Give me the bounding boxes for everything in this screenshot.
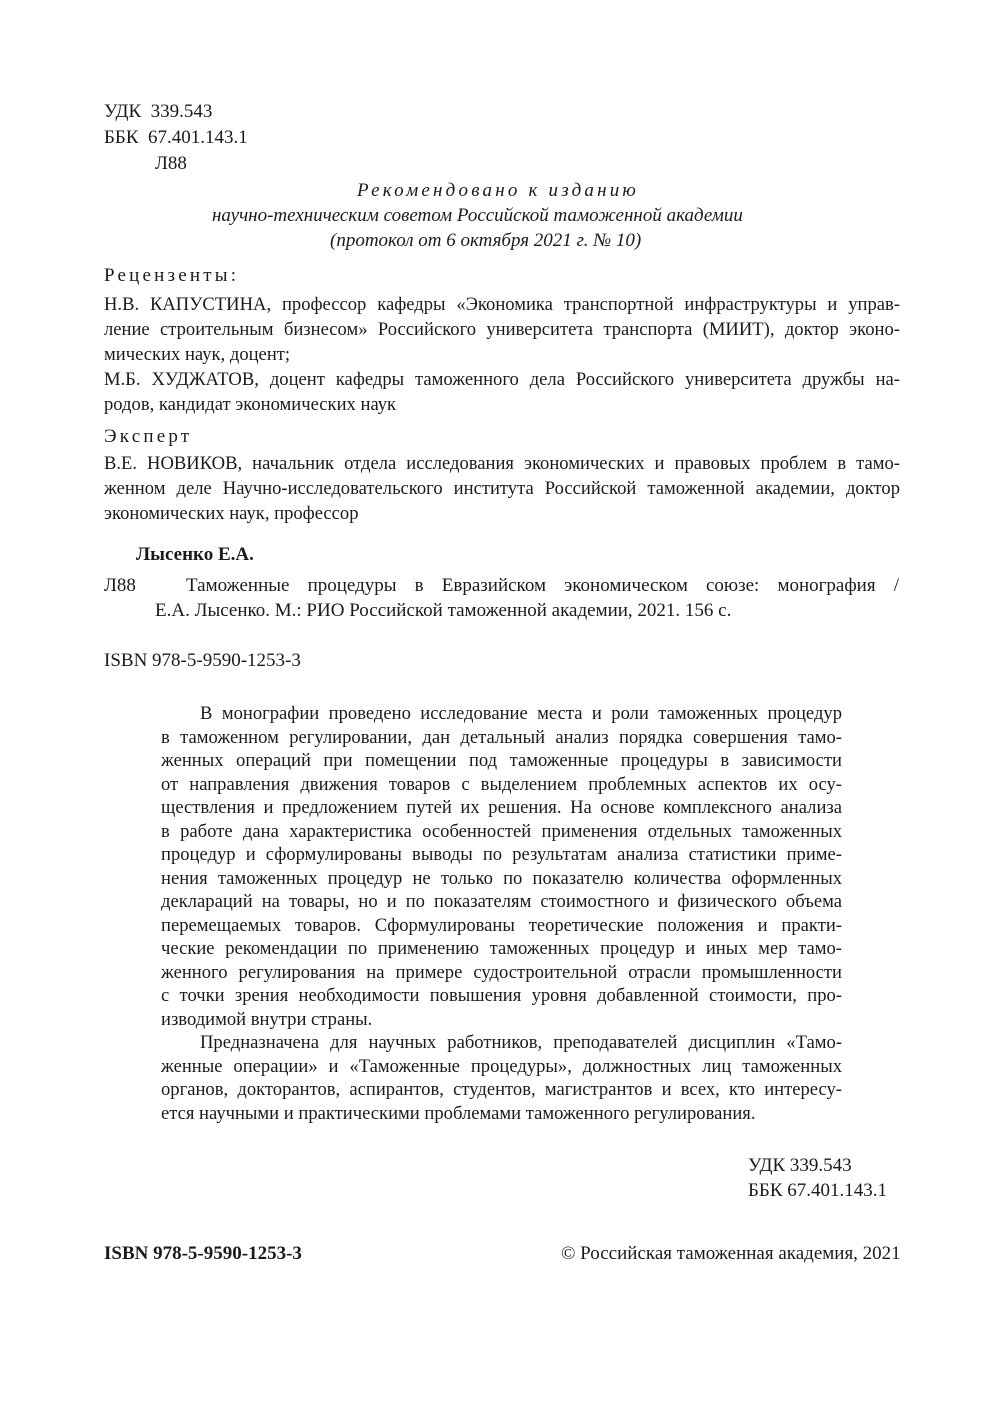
bibliography-author: Лысенко Е.А. bbox=[136, 544, 254, 565]
reviewer2-line: родов, кандидат экономических наук bbox=[104, 394, 397, 415]
expert-line: экономических наук, профессор bbox=[104, 503, 359, 524]
udk-label: УДК bbox=[104, 101, 142, 122]
bibliography-isbn: ISBN 978-5-9590-1253-3 bbox=[104, 650, 301, 671]
bibliography-title-line-2: Е.А. Лысенко. М.: РИО Российской таможенной академии, 2021. 156 с. bbox=[155, 600, 732, 621]
annotation-line: в работе дана характеристика особенностей применения отдельных таможенных bbox=[161, 820, 842, 842]
annotation-line: процедур и сформулированы выводы по результатам анализа статистики приме- bbox=[161, 844, 842, 865]
annotation-line: перемещаемых товаров. Сформулированы теоретические положения и практи- bbox=[161, 914, 842, 936]
annotation-line: изводимой внутри страны. bbox=[161, 1008, 373, 1030]
expert-line: женном деле Научно-исследовательского института Российской таможенной академии, доктор bbox=[104, 478, 900, 499]
recommendation-line-1: Рекомендовано к изданию bbox=[357, 180, 640, 201]
annotation-line: органов, докторантов, аспирантов, студентов, магистрантов и всех, кто интересу- bbox=[161, 1079, 842, 1100]
annotation-line: женного регулирования на примере судостроительной отрасли промышленности bbox=[161, 961, 842, 983]
annotation-line: в таможенном регулировании, дан детальный анализ порядка совершения тамо- bbox=[161, 726, 842, 748]
footer-copyright: © Российская таможенная академия, 2021 bbox=[561, 1243, 901, 1264]
reviewer2-line: М.Б. ХУДЖАТОВ, доцент кафедры таможенного дела Российского университета дружбы на- bbox=[104, 369, 900, 390]
reviewer1-line: ление строительным бизнесом» Российского университета транспорта (МИИТ), доктор эконо- bbox=[104, 319, 900, 340]
annotation-line: Предназначена для научных работников, преподавателей дисциплин «Тамо- bbox=[200, 1032, 842, 1053]
reviewers-heading: Рецензенты: bbox=[104, 265, 240, 286]
annotation-line: ется научными и практическими проблемами таможенного регулирования. bbox=[161, 1102, 756, 1124]
bbk-label: ББК bbox=[104, 127, 139, 148]
footer-udk: УДК 339.543 bbox=[748, 1155, 852, 1176]
udk-header bbox=[104, 101, 212, 123]
expert-line: В.Е. НОВИКОВ, начальник отдела исследования экономических и правовых проблем в тамо- bbox=[104, 453, 900, 474]
footer-bbk: ББК 67.401.143.1 bbox=[748, 1180, 887, 1201]
annotation-line: женные операции» и «Таможенные процедуры», должностных лиц таможенных bbox=[161, 1055, 842, 1077]
reviewer1-line: Н.В. КАПУСТИНА, профессор кафедры «Экономика транспортной инфраструктуры и управ- bbox=[104, 294, 900, 315]
bibliography-mark: Л88 bbox=[104, 575, 136, 596]
bbk-value: 67.401.143.1 bbox=[148, 127, 248, 148]
annotation-line: В монографии проведено исследование места и роли таможенных процедур bbox=[200, 703, 842, 724]
author-mark-header: Л88 bbox=[155, 153, 187, 174]
annotation-line: от направления движения товаров с выделением проблемных аспектов их осу- bbox=[161, 773, 842, 795]
footer-isbn: ISBN 978-5-9590-1253-3 bbox=[104, 1243, 302, 1264]
annotation-line: нения таможенных процедур не только по показателю количества оформленных bbox=[161, 867, 842, 889]
annotation-line: деклараций на товары, но и по показателям стоимостного и физического объема bbox=[161, 891, 842, 912]
annotation-line: женных операций при помещении под таможенные процедуры в зависимости bbox=[161, 750, 842, 771]
reviewer1-line: мических наук, доцент; bbox=[104, 344, 291, 365]
annotation-line: с точки зрения необходимости повышения уровня добавленной стоимости, про- bbox=[161, 985, 842, 1006]
bbk-header bbox=[104, 127, 248, 149]
expert-heading: Эксперт bbox=[104, 426, 193, 447]
recommendation-line-2: научно-техническим советом Российской таможенной академии bbox=[212, 205, 743, 226]
annotation-line: ческие рекомендации по применению таможенных процедур и иных мер тамо- bbox=[161, 938, 842, 959]
recommendation-line-3: (протокол от 6 октября 2021 г. № 10) bbox=[330, 230, 642, 251]
bibliography-title-line-1: Таможенные процедуры в Евразийском экономическом союзе: монография / bbox=[186, 575, 899, 596]
annotation-line: ществления и предложением путей их решения. На основе комплексного анализа bbox=[161, 797, 842, 818]
udk-value: 339.543 bbox=[150, 101, 213, 122]
